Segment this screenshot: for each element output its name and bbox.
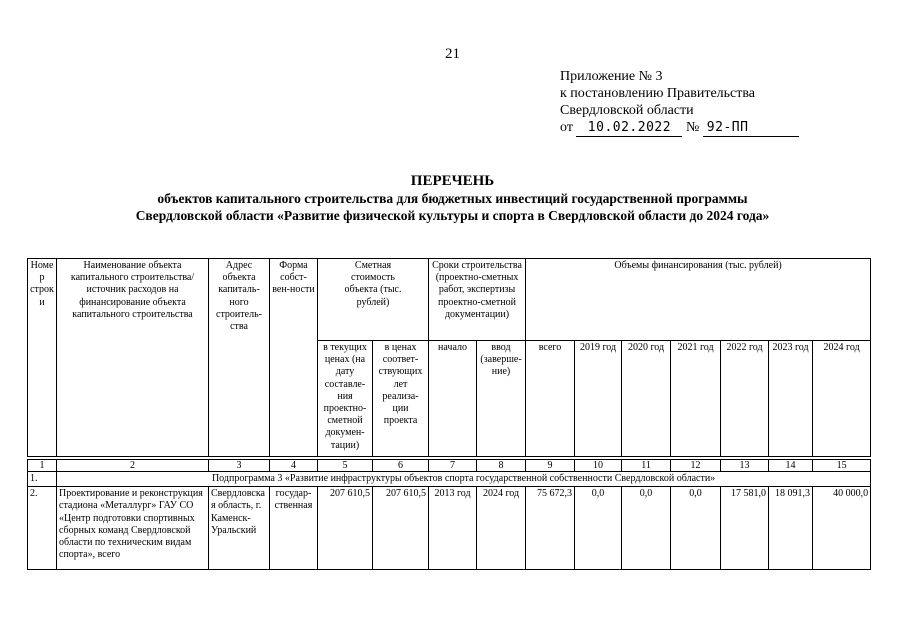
row-total: 75 672,3	[526, 487, 575, 570]
header-estimated-cost	[318, 259, 429, 341]
column-number: 3	[209, 460, 270, 472]
column-number: 7	[429, 460, 477, 472]
column-number: 1	[28, 460, 57, 472]
header-ownership: Форма собст-вен-ности	[270, 259, 318, 457]
column-number: 9	[526, 460, 575, 472]
column-number: 10	[575, 460, 622, 472]
header-year-2022: 2022 год	[721, 341, 769, 457]
header-total: всего	[526, 341, 575, 457]
header-estimated-cost-text: Сметная стоимость объекта (тыс. рублей)	[344, 260, 402, 308]
row-object-name: Проектирование и реконструкция стадиона «Металлург» ГАУ СО «Центр подготовки спортивных сборных команд Свердловской области по техническим видам спорта», всего	[57, 487, 209, 570]
header-address: Адрес объекта капиталь-ного строитель-ства	[209, 259, 270, 457]
header-year-2021: 2021 год	[671, 341, 721, 457]
column-number: 8	[477, 460, 526, 472]
subprogram-title: Подпрограмма 3 «Развитие инфраструктуры объектов спорта государственной собственности Свердловской области»	[57, 472, 871, 487]
row-cost-period: 207 610,5	[373, 487, 429, 570]
header-start: начало	[429, 341, 477, 457]
table-row	[28, 487, 871, 570]
header-row-no: Номер строки	[28, 259, 57, 457]
annex-line-1: Приложение № 3	[560, 69, 663, 84]
header-year-2019: 2019 год	[575, 341, 622, 457]
title-line-1: объектов капитального строительства для бюджетных инвестиций государственной программы	[157, 191, 748, 206]
column-number: 14	[769, 460, 813, 472]
subprogram-row	[28, 472, 871, 487]
row-2020: 0,0	[622, 487, 671, 570]
row-no: 2.	[28, 487, 57, 570]
header-funding: Объемы финансирования (тыс. рублей)	[526, 259, 871, 341]
objects-table	[27, 258, 871, 570]
row-cost-current: 207 610,5	[318, 487, 373, 570]
row-2022: 17 581,0	[721, 487, 769, 570]
title-heading: ПЕРЕЧЕНЬ	[410, 173, 495, 189]
subprogram-row-no: 1.	[28, 472, 57, 487]
annex-number: 92-ПП	[703, 119, 799, 137]
annex-date-line	[560, 119, 799, 137]
row-commission: 2024 год	[477, 487, 526, 570]
row-address: Свердловская область, г. Каменск-Уральский	[209, 487, 270, 570]
document-title	[0, 172, 905, 224]
annex-line-3: Свердловской области	[560, 103, 694, 118]
page-number: 21	[445, 46, 460, 62]
header-row-1	[28, 259, 871, 341]
column-number: 4	[270, 460, 318, 472]
column-number: 2	[57, 460, 209, 472]
annex-line-2: к постановлению Правительства	[560, 86, 756, 101]
header-cost-period: в ценах соответ-ствующих лет реализа-ции проекта	[373, 341, 429, 457]
header-terms: Сроки строительства (проектно-сметных работ, экспертизы проектно-сметной документации)	[429, 259, 526, 341]
column-number: 5	[318, 460, 373, 472]
row-2023: 18 091,3	[769, 487, 813, 570]
annex-date: 10.02.2022	[576, 119, 682, 137]
annex-block	[560, 68, 799, 137]
header-year-2024: 2024 год	[813, 341, 871, 457]
annex-number-label: №	[685, 120, 700, 135]
column-number: 11	[622, 460, 671, 472]
column-number: 12	[671, 460, 721, 472]
row-2019: 0,0	[575, 487, 622, 570]
row-start: 2013 год	[429, 487, 477, 570]
column-number: 15	[813, 460, 871, 472]
row-2021: 0,0	[671, 487, 721, 570]
column-number: 6	[373, 460, 429, 472]
header-name: Наименование объекта капитального строительства/источник расходов на финансирование объекта капитального строительства	[57, 259, 209, 457]
row-ownership: государ-ственная	[270, 487, 318, 570]
header-cost-current: в текущих ценах (на дату составле-ния проектно-сметной докумен-тации)	[318, 341, 373, 457]
column-number: 13	[721, 460, 769, 472]
column-number-row	[28, 460, 871, 472]
header-commission: ввод (заверше-ние)	[477, 341, 526, 457]
header-year-2020: 2020 год	[622, 341, 671, 457]
annex-from-label: от	[560, 120, 573, 135]
title-line-2: Свердловской области «Развитие физической культуры и спорта в Свердловской области до 2024 года»	[135, 208, 770, 223]
row-2024: 40 000,0	[813, 487, 871, 570]
header-year-2023: 2023 год	[769, 341, 813, 457]
